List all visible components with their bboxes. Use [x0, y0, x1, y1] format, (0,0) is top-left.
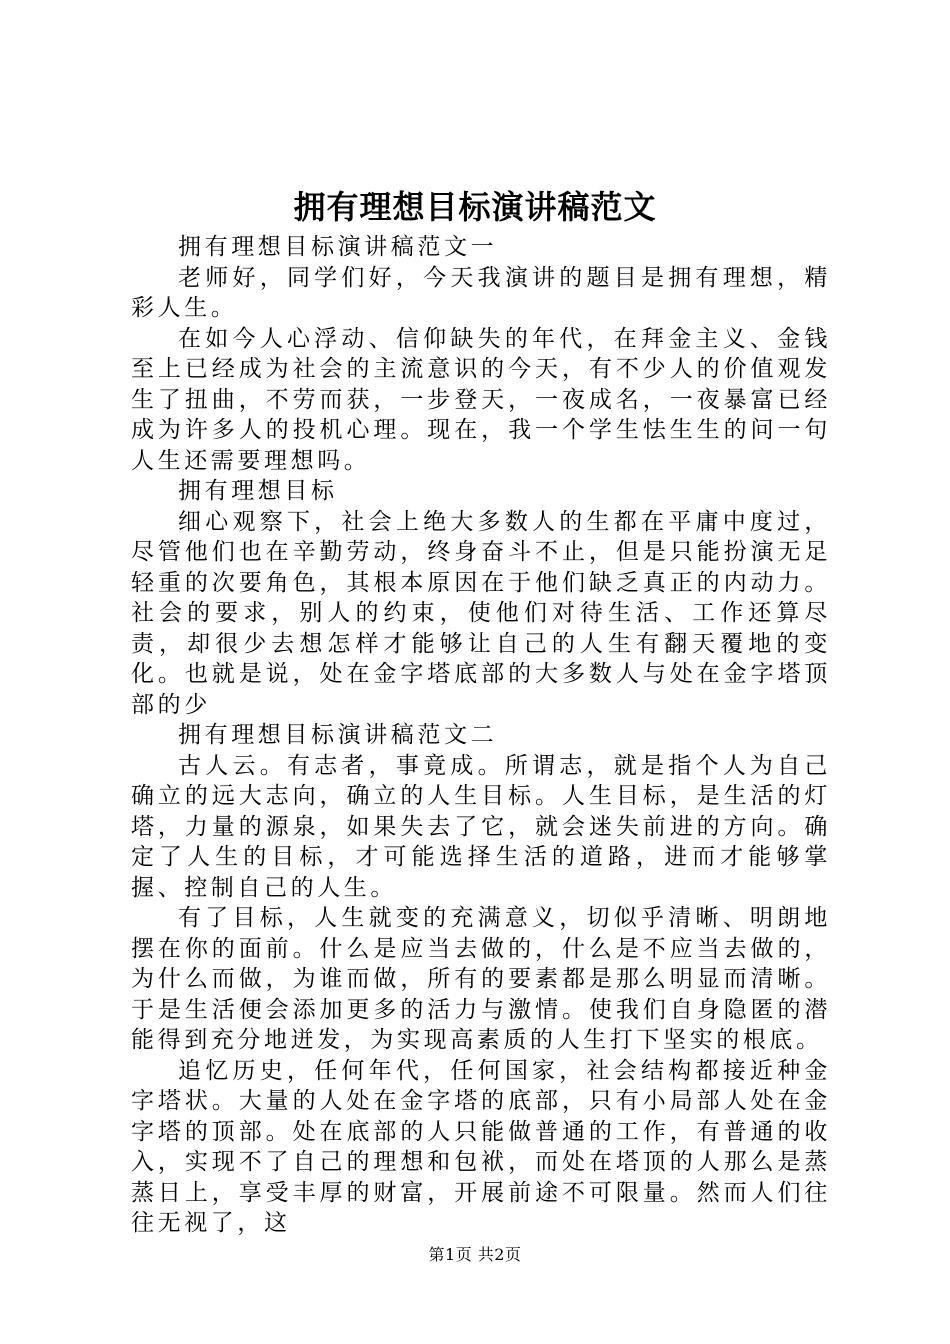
document-body: [131, 232, 831, 1239]
paragraph: 在如今人心浮动、信仰缺失的年代，在拜金主义、金钱至上已经成为社会的主流意识的今天，有不少人的价值观发生了扭曲，不劳而获，一步登天，一夜成名，一夜暴富已经成为许多人的投机心理。现在，我一个学生怯生生的问一句人生还需要理想吗。: [131, 325, 831, 474]
document-title: 拥有理想目标演讲稿范文: [293, 188, 657, 226]
section-heading: 拥有理想目标演讲稿范文二: [178, 722, 498, 748]
page-number-footer: 第1页 共2页: [428, 1245, 522, 1264]
paragraph: 细心观察下，社会上绝大多数人的生都在平庸中度过，尽管他们也在辛勤劳动，终身奋斗不止，但是只能扮演无足轻重的次要角色，其根本原因在于他们缺乏真正的内动力。社会的要求，别人的约束，使他们对待生活、工作还算尽责，却很少去想怎样才能够让自己的人生有翻天覆地的变化。也就是说，处在金字塔底部的大多数人与处在金字塔顶部的少: [131, 508, 831, 718]
section-heading: 拥有理想目标: [178, 478, 338, 504]
paragraph: 古人云。有志者，事竟成。所谓志，就是指个人为自己确立的远大志向，确立的人生目标。人生目标，是生活的灯塔，力量的源泉，如果失去了它，就会迷失前进的方向。确定了人生的目标，才可能选择生活的道路，进而才能够掌握、控制自己的人生。: [131, 752, 831, 901]
section-heading: 拥有理想目标演讲稿范文一: [178, 234, 498, 260]
paragraph: 老师好，同学们好，今天我演讲的题目是拥有理想，精彩人生。: [131, 264, 831, 321]
paragraph: 有了目标，人生就变的充满意义，切似乎清晰、明朗地摆在你的面前。什么是应当去做的，什么是不应当去做的，为什么而做，为谁而做，所有的要素都是那么明显而清晰。于是生活便会添加更多的活力与激情。使我们自身隐匿的潜能得到充分地迸发，为实现高素质的人生打下坚实的根底。: [131, 905, 831, 1053]
paragraph: 追忆历史，任何年代，任何国家，社会结构都接近种金字塔状。大量的人处在金字塔的底部，只有小局部人处在金字塔的顶部。处在底部的人只能做普通的工作，有普通的收入，实现不了自己的理想和包袱，而处在塔顶的人那么是蒸蒸日上，享受丰厚的财富，开展前途不可限量。然而人们往往无视了，这: [131, 1057, 831, 1236]
